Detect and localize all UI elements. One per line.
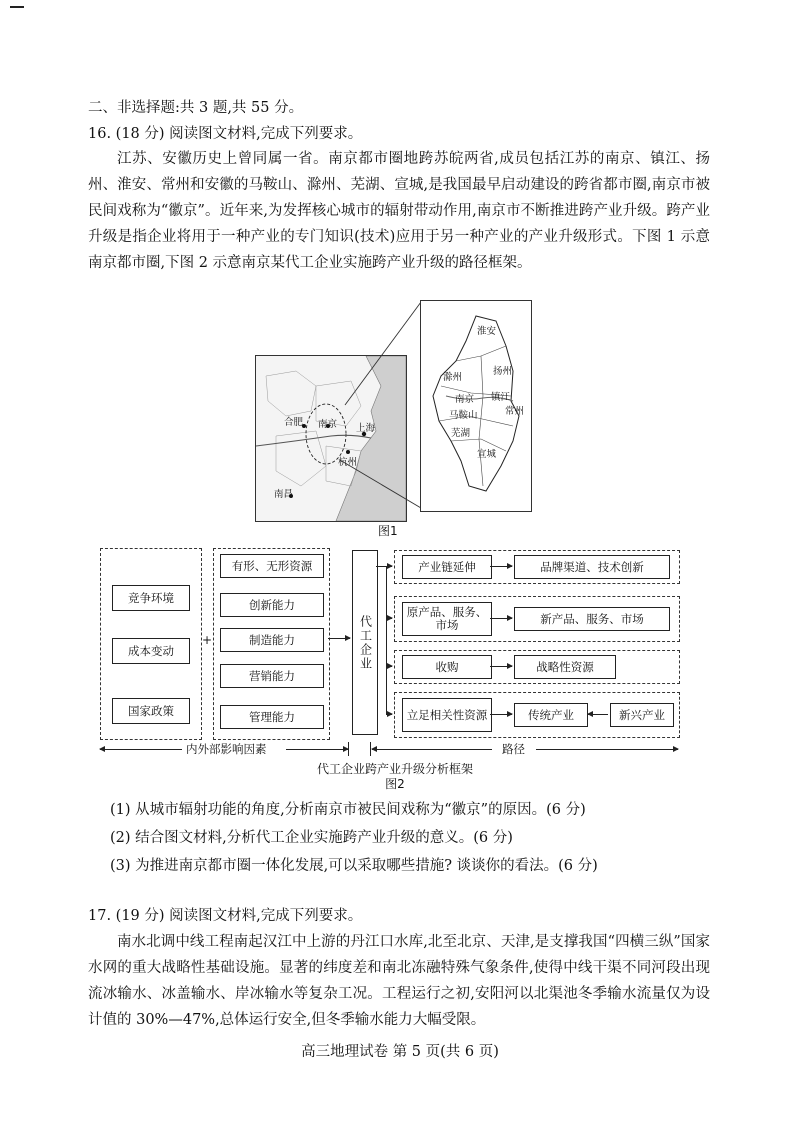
detail-label-zhenjiang: 镇江 — [491, 392, 511, 403]
figure-2-caption — [255, 762, 535, 792]
factor-competition: 竞争环境 — [112, 585, 190, 611]
branch-arrow-1 — [376, 566, 392, 567]
detail-label-yangzhou: 扬州 — [493, 366, 513, 377]
path-arrow-2 — [490, 618, 512, 619]
figure-1-map — [255, 300, 535, 540]
map-label-hangzhou: 杭州 — [338, 457, 358, 468]
path-brand-innovation: 品牌渠道、技术创新 — [514, 555, 670, 579]
path-emerging-industry: 新兴产业 — [610, 703, 674, 727]
question-17-title: 17. (19 分) 阅读图文材料,完成下列要求。 — [88, 908, 363, 924]
sub-question-2: (2) 结合图文材料,分析代工企业实施跨产业升级的意义。(6 分) — [110, 830, 513, 846]
metro-area-detail-map — [420, 300, 532, 512]
question-16-title: 16. (18 分) 阅读图文材料,完成下列要求。 — [88, 126, 363, 142]
plus-sign: + — [202, 633, 213, 647]
axis-left-arrow-b — [286, 749, 348, 750]
detail-label-maanshan: 马鞍山 — [449, 410, 478, 421]
branch-arrow-3 — [386, 666, 392, 667]
path-original-products: 原产品、服务、市场 — [402, 602, 492, 636]
center-oem-enterprise: 代工企业 — [352, 550, 378, 735]
path-arrow-4 — [490, 714, 512, 715]
capability-manufacturing: 制造能力 — [220, 628, 324, 652]
detail-label-nanjing: 南京 — [455, 394, 475, 405]
capability-innovation: 创新能力 — [220, 593, 324, 617]
figure-1-caption: 图1 — [378, 524, 398, 538]
detail-label-huaian: 淮安 — [477, 326, 497, 337]
factor-cost: 成本变动 — [112, 638, 190, 664]
figure-2-framework — [100, 545, 680, 760]
branch-trunk — [386, 566, 387, 714]
factor-policy: 国家政策 — [112, 698, 190, 724]
path-traditional-industry: 传统产业 — [514, 703, 588, 727]
figure-2-label: 图2 — [385, 777, 405, 791]
path-arrow-3 — [490, 666, 512, 667]
branch-arrow-2 — [386, 618, 392, 619]
detail-label-changzhou: 常州 — [505, 406, 525, 417]
branch-arrow-4 — [386, 714, 392, 715]
axis-right-arrow-b — [536, 749, 678, 750]
path-arrow-back — [588, 714, 608, 715]
capability-management: 管理能力 — [220, 705, 324, 729]
figure-2-title: 代工企业跨产业升级分析框架 — [316, 762, 473, 776]
map-label-nanjing: 南京 — [318, 419, 338, 430]
path-new-products: 新产品、服务、市场 — [514, 607, 670, 631]
page-footer: 高三地理试卷 第 5 页(共 6 页) — [301, 1044, 499, 1060]
axis-label-factors: 内外部影响因素 — [182, 741, 271, 757]
detail-label-xuancheng: 宣城 — [477, 449, 497, 460]
question-17-material: 南水北调中线工程南起汉江中上游的丹江口水库,北至北京、天津,是支撑我国“四横三纵”国家水网的重大战略性基础设施。显著的纬度差和南北冻融特殊气象条件,使得中线干渠不同河段出现流冰输水、冰盖输水、岸冰输水等复杂工况。工程运行之初,安阳河以北渠池冬季输水流量仅为设计值的 30%—47%,总体运行安全,但冬季输水能力大幅受限。 — [88, 934, 710, 1028]
sub-question-1: (1) 从城市辐射功能的角度,分析南京市被民间戏称为“徽京”的原因。(6 分) — [110, 802, 586, 818]
path-acquisition: 收购 — [402, 655, 492, 679]
capability-marketing: 营销能力 — [220, 664, 324, 688]
map-label-shanghai: 上海 — [356, 423, 376, 434]
sub-question-3: (3) 为推进南京都市圈一体化发展,可以采取哪些措施? 谈谈你的看法。(6 分) — [110, 858, 598, 874]
detail-label-wuhu: 芜湖 — [451, 428, 471, 439]
corner-mark — [10, 6, 24, 8]
path-strategic-resources: 战略性资源 — [514, 655, 616, 679]
map-label-hefei: 合肥 — [284, 417, 304, 428]
map-label-nanchang: 南昌 — [274, 489, 294, 500]
section-heading: 二、非选择题:共 3 题,共 55 分。 — [88, 100, 304, 116]
axis-label-path: 路径 — [498, 741, 529, 757]
question-16-material: 江苏、安徽历史上曾同属一省。南京都市圈地跨苏皖两省,成员包括江苏的南京、镇江、扬州、淮安、常州和安徽的马鞍山、滁州、芜湖、宣城,是我国最早启动建设的跨省都市圈,南京市被民间戏称为“徽京”。近年来,为发挥核心城市的辐射带动作用,南京市不断推进跨产业升级。跨产业升级是指企业将用于一种产业的专门知识(技术)应用于另一种产业的产业升级形式。下图 1 示意南京都市圈,下图 2 示意南京某代工企业实施跨产业升级的路径框架。 — [88, 151, 710, 271]
path-arrow-1 — [490, 566, 512, 567]
path-related-resources: 立足相关性资源 — [402, 698, 492, 732]
arrow-to-center — [328, 638, 350, 639]
detail-label-chuzhou: 滁州 — [443, 372, 463, 383]
path-chain-extension: 产业链延伸 — [402, 555, 492, 579]
axis-right-arrow-a — [372, 749, 492, 750]
axis-divider-left — [348, 742, 349, 756]
capability-resources: 有形、无形资源 — [220, 554, 324, 578]
